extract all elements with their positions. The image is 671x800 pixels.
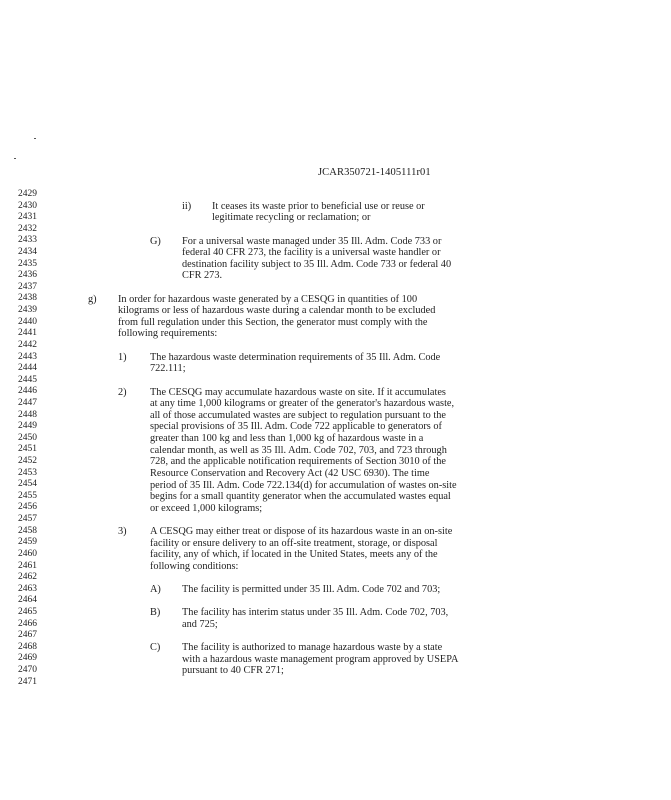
text-line: greater than 100 kg and less than 1,000 kg of hazardous waste in a — [150, 433, 424, 444]
text-line: In order for hazardous waste generated by a CESQG in quantities of 100 — [118, 293, 418, 305]
line-number: 2469 — [18, 653, 37, 664]
line-number: 2458 — [18, 525, 37, 536]
line-number: 2470 — [18, 664, 37, 675]
item-text-A — [182, 584, 440, 596]
text-line: The hazardous waste determination requirements of 35 Ill. Adm. Code — [150, 351, 441, 363]
item-label-A: A) — [150, 584, 161, 595]
document-id-header: JCAR350721-1405111r01 — [318, 167, 431, 178]
text-line: The facility has interim status under 35 Ill. Adm. Code 702, 703, — [182, 607, 449, 619]
text-line: pursuant to 40 CFR 271; — [182, 665, 284, 677]
line-number: 2444 — [18, 363, 37, 374]
item-label-g: g) — [88, 293, 97, 305]
line-number: 2449 — [18, 421, 37, 432]
line-number: 2464 — [18, 595, 37, 606]
line-number: 2433 — [18, 235, 37, 246]
line-number: 2448 — [18, 409, 37, 420]
line-number: 2430 — [18, 200, 37, 211]
item-text-B — [182, 607, 448, 630]
text-line: federal 40 CFR 273, the facility is a universal waste handler or — [182, 247, 441, 259]
line-number: 2459 — [18, 537, 37, 548]
line-number: 2443 — [18, 351, 37, 362]
line-number: 2440 — [18, 316, 37, 327]
item-text-2 — [150, 387, 457, 515]
text-line: 722.111; — [150, 363, 186, 375]
item-text-G — [182, 236, 451, 283]
text-line: following requirements: — [118, 328, 218, 340]
text-line: following conditions: — [150, 560, 239, 572]
text-line: It ceases its waste prior to beneficial use or reuse or — [212, 200, 425, 212]
line-number: 2463 — [18, 583, 37, 594]
line-number: 2431 — [18, 212, 37, 223]
text-line: calendar month, as well as 35 Ill. Adm. Code 702, 703, and 723 through — [150, 444, 447, 456]
line-number: 2434 — [18, 247, 37, 258]
line-number: 2462 — [18, 572, 37, 583]
text-line: special provisions of 35 Ill. Adm. Code 722 applicable to generators of — [150, 421, 442, 433]
line-number: 2451 — [18, 444, 37, 455]
scan-speck — [14, 158, 16, 159]
text-line: at any time 1,000 kilograms or greater of the generator's hazardous waste, — [150, 398, 455, 410]
line-number: 2461 — [18, 560, 37, 571]
item-text-1 — [150, 352, 440, 375]
text-line: 728, and the applicable notification requirements of Section 3010 of the — [150, 456, 446, 468]
text-line: legitimate recycling or reclamation; or — [212, 212, 371, 224]
line-number: 2445 — [18, 374, 37, 385]
text-line: with a hazardous waste management program approved by USEPA — [182, 653, 459, 665]
text-line: Resource Conservation and Recovery Act (42 USC 6930). The time — [150, 467, 430, 479]
line-number: 2455 — [18, 490, 37, 501]
line-number: 2468 — [18, 641, 37, 652]
text-line: The facility is authorized to manage hazardous waste by a state — [182, 642, 443, 654]
line-number: 2466 — [18, 618, 37, 629]
line-number: 2471 — [18, 676, 37, 687]
line-number: 2460 — [18, 548, 37, 559]
line-number: 2465 — [18, 606, 37, 617]
text-line: The facility is permitted under 35 Ill. Adm. Code 702 and 703; — [182, 584, 441, 595]
line-number: 2453 — [18, 467, 37, 478]
line-number: 2467 — [18, 630, 37, 641]
line-number: 2439 — [18, 305, 37, 316]
line-number: 2438 — [18, 293, 37, 304]
text-line: CFR 273. — [182, 270, 223, 282]
text-line: or exceed 1,000 kilograms; — [150, 502, 263, 514]
item-label-B: B) — [150, 607, 161, 619]
item-text-g — [118, 294, 435, 341]
item-label-2: 2) — [118, 386, 127, 398]
item-label-1: 1) — [118, 351, 127, 363]
line-number: 2436 — [18, 270, 37, 281]
text-line: begins for a small quantity generator when the accumulated wastes equal — [150, 491, 451, 503]
line-number: 2441 — [18, 328, 37, 339]
text-line: A CESQG may either treat or dispose of its hazardous waste in an on-site — [150, 526, 453, 537]
text-line: from full regulation under this Section, the generator must comply with the — [118, 316, 428, 328]
line-number: 2454 — [18, 479, 37, 490]
text-line: all of those accumulated wastes are subject to regulation pursuant to the — [150, 409, 446, 421]
line-number: 2435 — [18, 258, 37, 269]
line-number: 2442 — [18, 339, 37, 350]
text-line: kilograms or less of hazardous waste during a calendar month to be excluded — [118, 305, 436, 317]
text-line: The CESQG may accumulate hazardous waste on site. If it accumulates — [150, 386, 446, 398]
line-number: 2429 — [18, 189, 37, 199]
line-number: 2450 — [18, 432, 37, 443]
text-line: facility or ensure delivery to an off-site treatment, storage, or disposal — [150, 537, 438, 549]
item-text-3 — [150, 526, 452, 573]
line-number-column — [18, 189, 50, 688]
item-label-3: 3) — [118, 526, 127, 537]
line-number: 2452 — [18, 456, 37, 467]
text-line: For a universal waste managed under 35 Ill. Adm. Code 733 or — [182, 235, 442, 247]
line-number: 2432 — [18, 223, 37, 234]
line-number: 2457 — [18, 514, 37, 525]
item-label-ii: ii) — [182, 200, 192, 212]
item-label-G: G) — [150, 235, 161, 247]
line-number: 2446 — [18, 386, 37, 397]
scan-speck — [34, 138, 36, 139]
text-line: period of 35 Ill. Adm. Code 722.134(d) for accumulation of wastes on-site — [150, 479, 457, 491]
item-text-C — [182, 642, 458, 677]
text-line: and 725; — [182, 618, 218, 630]
item-label-C: C) — [150, 642, 161, 654]
line-number: 2456 — [18, 502, 37, 513]
item-text-ii — [212, 201, 425, 224]
line-number: 2437 — [18, 281, 37, 292]
text-line: destination facility subject to 35 Ill. Adm. Code 733 or federal 40 — [182, 258, 452, 270]
line-number: 2447 — [18, 397, 37, 408]
text-line: facility, any of which, if located in the United States, meets any of the — [150, 549, 438, 561]
